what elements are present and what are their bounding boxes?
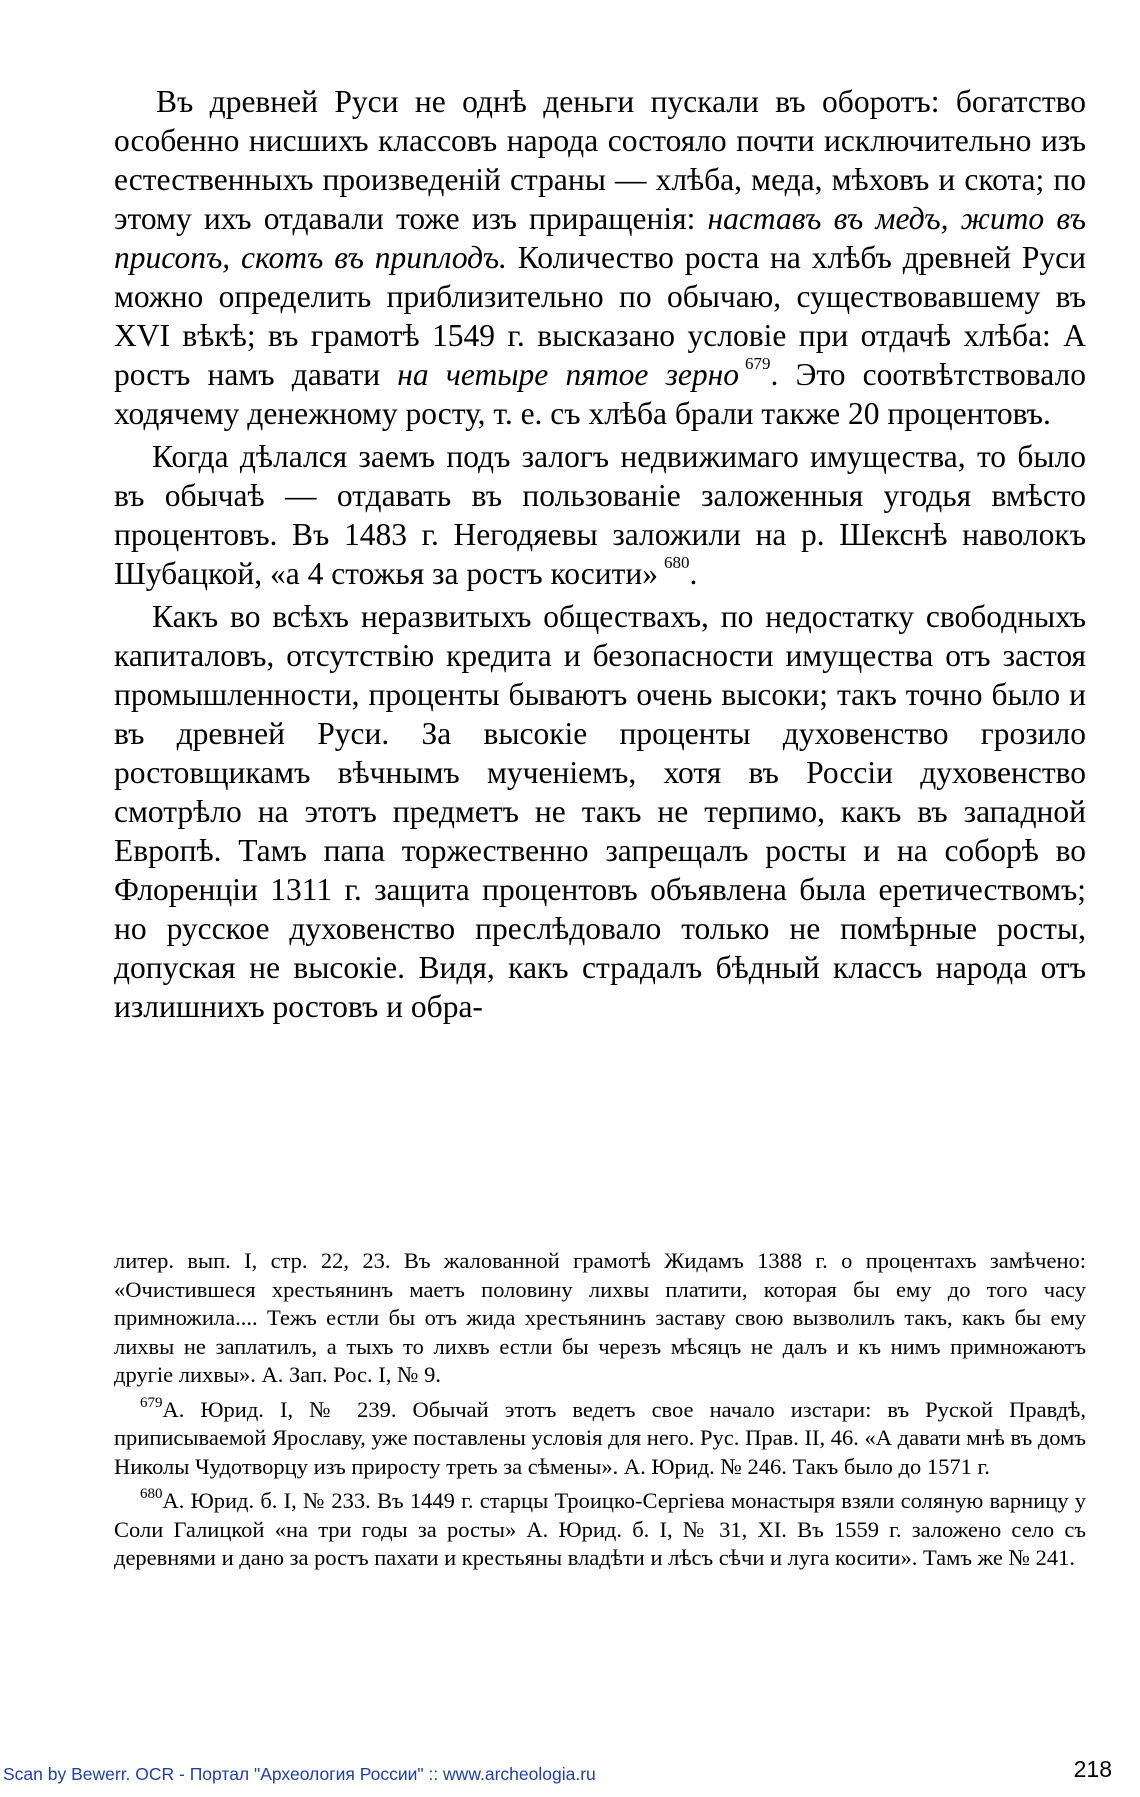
page-number: 218 xyxy=(1073,1756,1112,1782)
paragraph-1-text-c: . Это соотвѣтствовало ходячему денежному росту, т. е. съ хлѣба брали также 20 процентовъ. xyxy=(114,357,1086,431)
footnote-ref-680: 680 xyxy=(664,553,690,572)
footnote-679 xyxy=(114,1396,1086,1482)
footnote-680-text: А. Юрид. б. I, № 233. Въ 1449 г. старцы Троицко-Сергiева монастыря взяли соляную варницу у Соли Галицкой «на три годы за росты» А. Юрид. б. I, № 31, XI. Въ 1559 г. заложено село съ деревнями и дано за ростъ пахати и крестьяны владѣти и лѣсъ сѣчи и луга косити». Тамъ же № 241. xyxy=(114,1488,1086,1570)
paragraph-1 xyxy=(114,82,1086,433)
main-text xyxy=(114,82,1086,1030)
footnote-continuation: литер. вып. I, стр. 22, 23. Въ жалованной грамотѣ Жидамъ 1388 г. о процентахъ замѣчено: «Очистившеся хрестьянинъ маетъ половину лихвы платити, которая бы ему до того часу примножила.... Тежъ естли бы отъ жида хрестьянинъ заставу свою вызволилъ такъ, какъ бы ему лихвы не заплатилъ, а тыхъ то лихвъ естли бы черезъ мѣсяцъ не далъ и къ нимъ примножаютъ другiе лихвы». А. Зап. Рос. I, № 9. xyxy=(114,1248,1086,1387)
paragraph-2 xyxy=(114,437,1086,593)
scan-credit: Scan by Bewerr. OCR - Портал "Археология России" :: www.archeologia.ru xyxy=(3,1764,596,1784)
paragraph-2-text-a: Когда дѣлался заемъ подъ залогъ недвижимаго имущества, то было въ обычаѣ — отдавать въ пользованiе заложенныя угодья вмѣсто процентовъ. Въ 1483 г. Негодяевы заложили на р. Шекснѣ наволокъ Шубацкой, «а 4 стожья за ростъ косити» xyxy=(114,439,1086,591)
footnote-ref-679: 679 xyxy=(744,354,771,373)
paragraph-1-text-b: Количество роста на хлѣбъ древней Руси можно определить приблизительно по обычаю, существовавшему въ XVI вѣкѣ; въ грамотѣ 1549 г. высказано условiе при отдачѣ хлѣба: А ростъ намъ давати xyxy=(114,240,1087,392)
paragraph-1-italic-2: на четыре пятое зерно xyxy=(397,357,739,392)
footnote-679-text: А. Юрид. I, № 239. Обычай этотъ ведетъ свое начало изстари: въ Рускoй Правдѣ, приписываемой Ярославу, уже поставлены условiя для него. Рус. Прав. II, 46. «А давати мнѣ въ домъ Николы Чудотворцу изъ приросту треть за сѣмены». А. Юрид. № 246. Такъ было до 1571 г. xyxy=(114,1396,1086,1479)
paragraph-1-italic: наставъ въ медъ, жито въ присопъ, скотъ въ приплодъ. xyxy=(114,201,1086,275)
paragraph-3: Какъ во всѣхъ неразвитыхъ обществахъ, по недостатку свободныхъ капиталовъ, отсутствiю кредита и безопасности имущества отъ застоя промышленности, проценты бываютъ очень высоки; такъ точно было и въ древней Руси. За высокiе проценты духовенство грозило ростовщикамъ вѣчнымъ мученiемъ, хотя въ Россiи духовенство смотрѣло на этотъ предметъ не такъ не терпимо, какъ въ западной Европѣ. Тамъ папа торжественно запрещалъ росты и на соборѣ во Флоренцiи 1311 г. защита процентовъ объявлена была еретичествомъ; но русское духовенство преслѣдовало только не помѣрные росты, допуская не высокiе. Видя, какъ страдалъ бѣдный классъ народа отъ излишнихъ ростовъ и обра- xyxy=(114,599,1086,1024)
paragraph-1-text-a: Въ древней Руси не однѣ деньги пускали въ оборотъ: богатство особенно нисшихъ классовъ народа состояло почти исключительно изъ естественныхъ произведенiй страны — хлѣба, меда, мѣховъ и скота; по этому ихъ отдавали тоже изъ приращенiя: xyxy=(114,84,1086,236)
footnotes xyxy=(114,1247,1086,1579)
footnote-679-number: 679 xyxy=(140,1394,163,1411)
footnote-680 xyxy=(114,1487,1086,1573)
footnote-680-number: 680 xyxy=(140,1486,163,1502)
paragraph-2-text-b: . xyxy=(689,556,698,591)
